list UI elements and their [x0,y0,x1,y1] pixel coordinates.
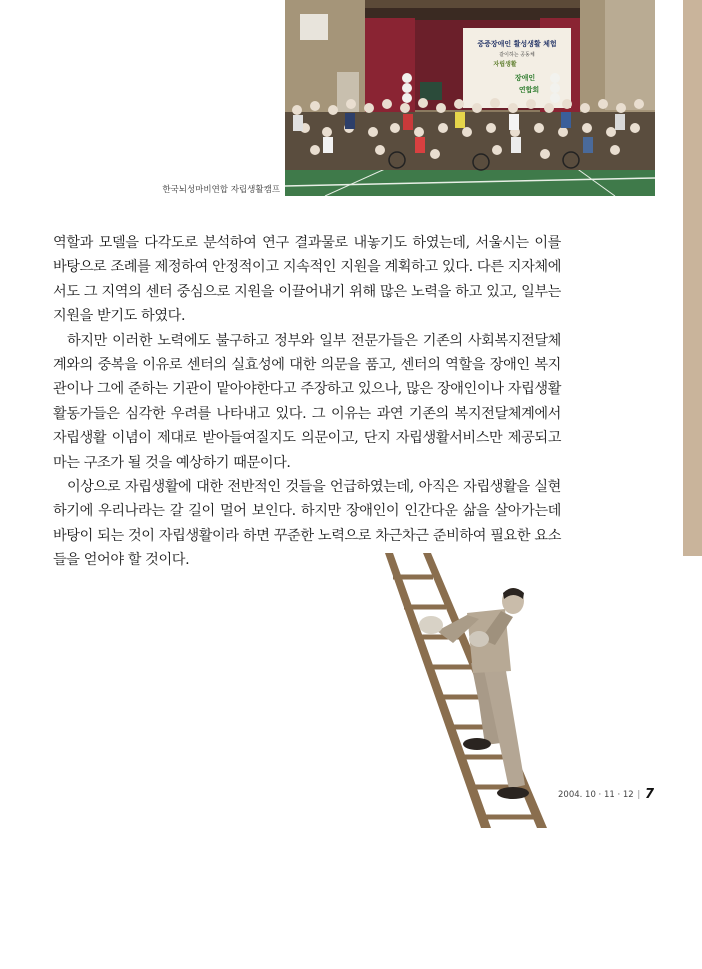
issue-date-text: 2004. 10 · 11 · 12 [558,790,634,800]
paragraph-2: 하지만 이러한 노력에도 불구하고 정부와 일부 전문가들은 기존의 사회복지전달체계와의 중복을 이유로 센터의 실효성에 대한 의문을 품고, 센터의 역할을 장애인 복지관이나 그에 준하는 기관이 맡아야한다고 주장하고 있으나, 많은 장애인이나 자립생활 활동가들은 심각한 우려를 나타내고 있다. 그 이유는 과연 기존의 복지전달체계에서 자립생활 이념이 제대로 받아들여질지도 의문이고, 단지 자립생활서비스만 제공되고 마는 구조가 될 것을 예상하기 때문이다. [53,332,561,471]
banner-line-4: 장애인 [514,74,536,82]
folio-separator: | [637,790,641,800]
page-number: 7 [645,787,655,802]
paragraph-1: 역할과 모델을 다각도로 분석하여 연구 결과물로 내놓기도 하였는데, 서울시는 이를 바탕으로 조례를 제정하여 안정적이고 지속적인 지원을 계획하고 있다. 다른 지자체에서도 그 지역의 센터 중심으로 지원을 이끌어내기 위해 많은 노력을 하고 있고, 일부는 지원을 받기도 하였다. [53,235,561,325]
banner-line-1: 중증장애인 활성생활 체험 [477,40,557,48]
banner-line-3: 자립생활 [493,61,517,68]
banner-line-5: 연합회 [518,86,540,94]
banner-line-2: 같이하는 공동체 [499,52,535,58]
ladder-climber-illustration [383,553,553,828]
article-body [53,231,561,573]
issue-date [558,790,641,800]
camp-group-photo [285,0,655,196]
paragraph-3: 이상으로 자립생활에 대한 전반적인 것들을 언급하였는데, 아직은 자립생활을 실현하기에 우리나라는 갈 길이 멀어 보인다. 하지만 장애인이 인간다운 삶을 살아가는데 바탕이 되는 것이 자립생활이라 하면 꾸준한 노력으로 차근차근 준비하여 필요한 요소들을 얻어야 할 것이다. [53,479,561,569]
photo-caption: 한국뇌성마비연합 자립생활캠프 [162,185,280,195]
side-tab-band [683,0,702,556]
